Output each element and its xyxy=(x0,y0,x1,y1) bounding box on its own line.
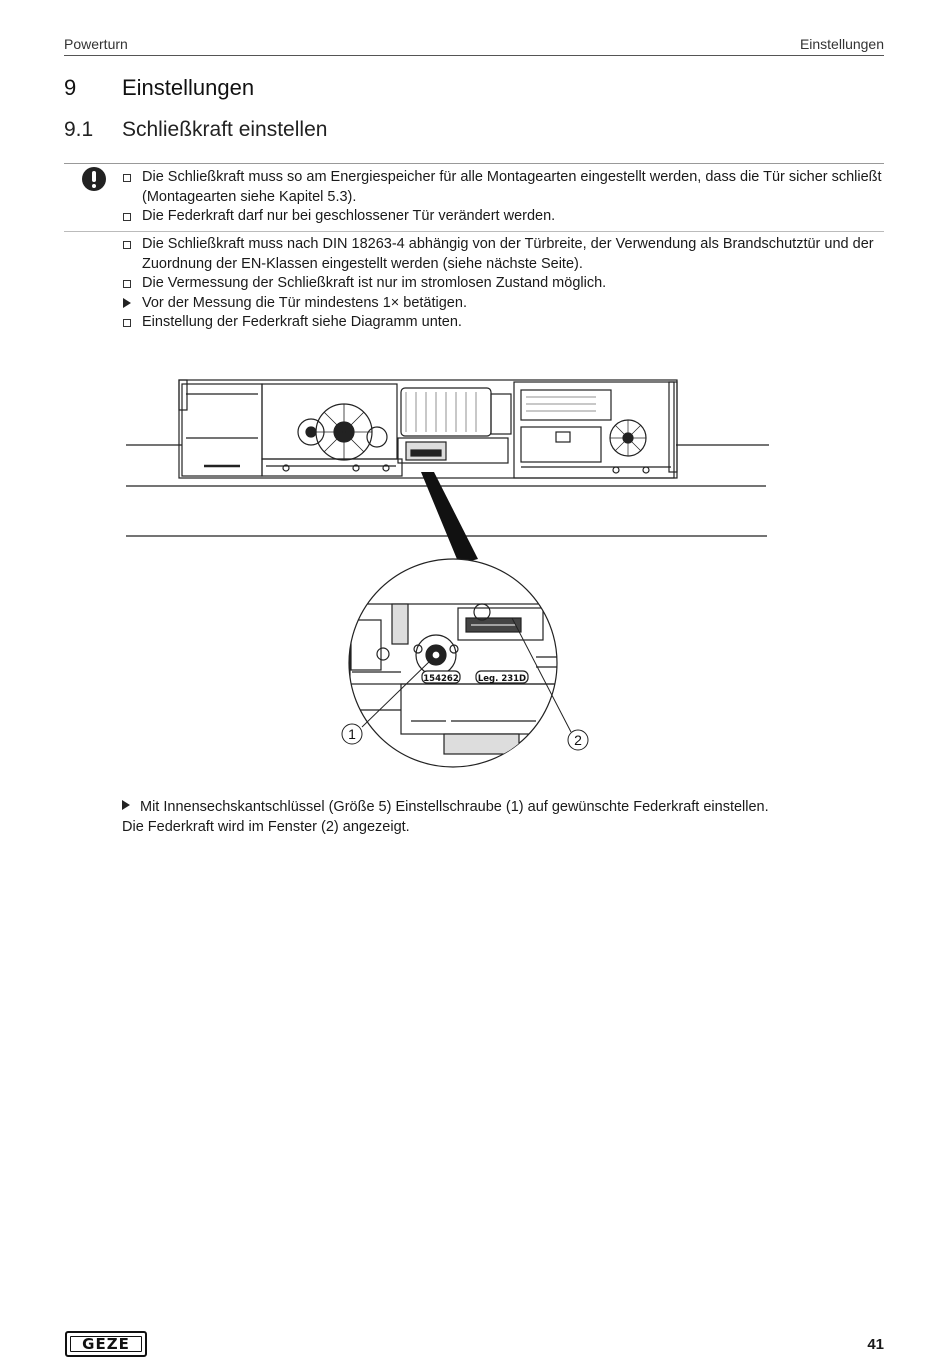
instruction-step: Mit Innensechskantschlüssel (Größe 5) Einstellschraube (1) auf gewünschte Federkraft einstellen. xyxy=(122,797,902,817)
instruction-block xyxy=(122,797,902,837)
section-title: Schließkraft einstellen xyxy=(122,118,328,141)
info-list xyxy=(122,235,882,333)
warning-bottom-rule xyxy=(64,231,884,232)
detail-label-a: 154262 xyxy=(423,674,459,684)
info-item: Die Schließkraft muss nach DIN 18263-4 abhängig von der Türbreite, der Verwendung als Brandschutztür und der Zuordnung der EN-Klassen eingestellt werden (siehe nächste Seite). xyxy=(122,235,882,274)
warning-item: Die Federkraft darf nur bei geschlossener Tür verändert werden. xyxy=(122,207,882,227)
door-operator-drawing xyxy=(126,372,776,772)
warning-top-rule xyxy=(64,163,884,164)
detail-view xyxy=(342,559,588,767)
callout-1: 1 xyxy=(348,726,356,742)
warning-icon xyxy=(82,167,106,191)
warning-item: Die Schließkraft muss so am Energiespeicher für alle Montagearten eingestellt werden, dass die Tür sicher schließt (Montagearten siehe Kapitel 5.3). xyxy=(122,168,882,207)
page-number: 41 xyxy=(867,1336,884,1353)
geze-logo: GEZE xyxy=(65,1331,147,1357)
header-rule xyxy=(64,55,884,56)
info-item: Einstellung der Federkraft siehe Diagramm unten. xyxy=(122,313,882,333)
info-item: Die Vermessung der Schließkraft ist nur im stromlosen Zustand möglich. xyxy=(122,274,882,294)
section-number: 9.1 xyxy=(64,118,94,141)
warning-list xyxy=(122,168,882,227)
header-product: Powerturn xyxy=(64,36,128,52)
chapter-number: 9 xyxy=(64,75,77,100)
chapter-title: Einstellungen xyxy=(122,75,255,100)
operator-housing xyxy=(179,380,677,478)
header-section: Einstellungen xyxy=(799,36,884,52)
detail-label-b: Leg. 231D xyxy=(477,674,527,684)
action-arrow-icon xyxy=(122,800,130,810)
instruction-result: Die Federkraft wird im Fenster (2) angezeigt. xyxy=(122,819,410,835)
info-item-action: Vor der Messung die Tür mindestens 1× betätigen. xyxy=(122,294,882,314)
callout-2: 2 xyxy=(574,732,582,748)
